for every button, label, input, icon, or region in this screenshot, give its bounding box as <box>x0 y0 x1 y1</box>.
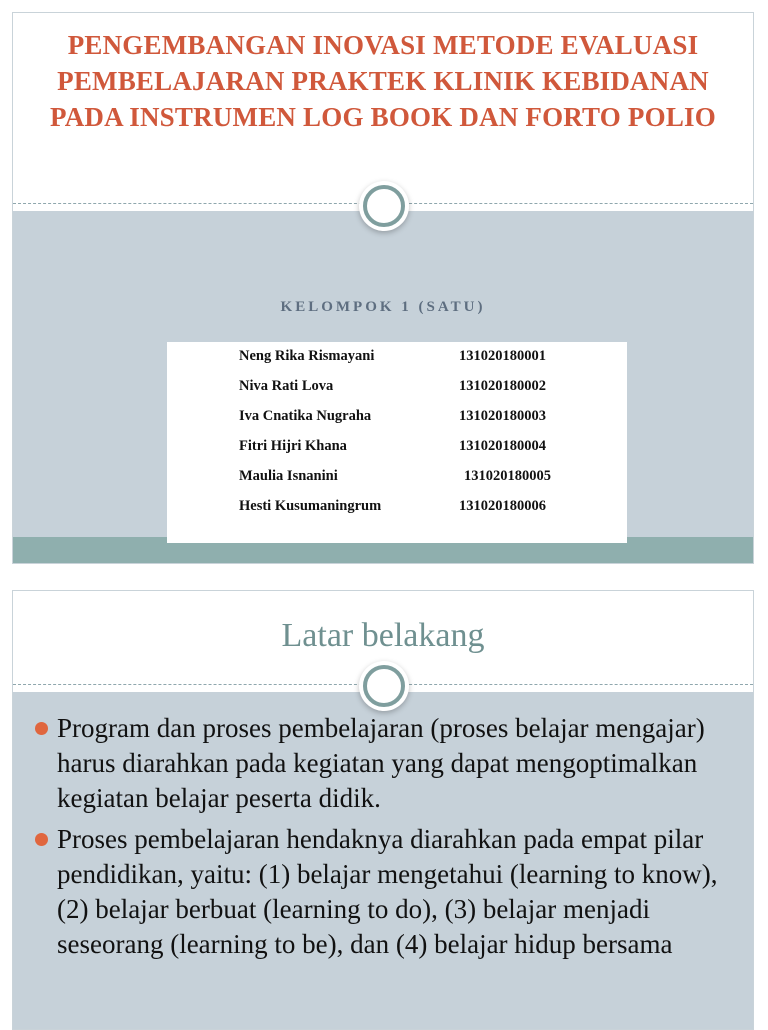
member-name: Fitri Hijri Khana <box>239 438 347 454</box>
bullet-item <box>33 822 723 962</box>
bullet-dot-icon <box>35 722 48 735</box>
bullet-list <box>33 711 723 968</box>
member-row <box>239 468 599 498</box>
bullet-text: Proses pembelajaran hendaknya diarahkan pada empat pilar pendidikan, yaitu: (1) belajar mengetahui (learning to know), (2) belajar berbuat (learning to do), (3) belajar menjadi seseorang (learning to be), dan (4) belajar hidup bersama <box>57 824 718 959</box>
bullet-text: Program dan proses pembelajaran (proses belajar mengajar) harus diarahkan pada kegiatan yang dapat mengoptimalkan kegiatan belajar peserta didik. <box>57 713 705 813</box>
member-name: Neng Rika Rismayani <box>239 348 375 364</box>
member-name: Hesti Kusumaningrum <box>239 498 382 514</box>
member-table <box>167 342 627 543</box>
member-row <box>239 408 599 438</box>
member-row <box>239 438 599 468</box>
member-nim: 131020180004 <box>459 438 546 454</box>
divider-circle-ornament <box>363 665 405 707</box>
bullet-dot-icon <box>35 833 48 846</box>
member-name: Maulia Isnanini <box>239 468 338 484</box>
group-label: KELOMPOK 1 (SATU) <box>280 299 486 315</box>
member-nim: 131020180001 <box>459 348 546 364</box>
member-nim: 131020180002 <box>459 378 546 394</box>
slide-1 <box>12 12 754 564</box>
member-name: Iva Cnatika Nugraha <box>239 408 372 424</box>
member-row <box>239 348 599 378</box>
member-nim: 131020180003 <box>459 408 546 424</box>
member-row <box>239 498 599 528</box>
member-nim: 131020180005 <box>464 468 551 484</box>
member-name: Niva Rati Lova <box>239 378 334 394</box>
slide-2 <box>12 590 754 1030</box>
slide-2-title: Latar belakang <box>281 617 485 654</box>
slide-1-title: PENGEMBANGAN INOVASI METODE EVALUASI PEMBELAJARAN PRAKTEK KLINIK KEBIDANAN PADA INSTRUMEN LOG BOOK DAN FORTO POLIO <box>50 30 716 132</box>
member-nim: 131020180006 <box>459 498 546 514</box>
bullet-item <box>33 711 723 816</box>
divider-circle-ornament <box>363 185 405 227</box>
member-row <box>239 378 599 408</box>
